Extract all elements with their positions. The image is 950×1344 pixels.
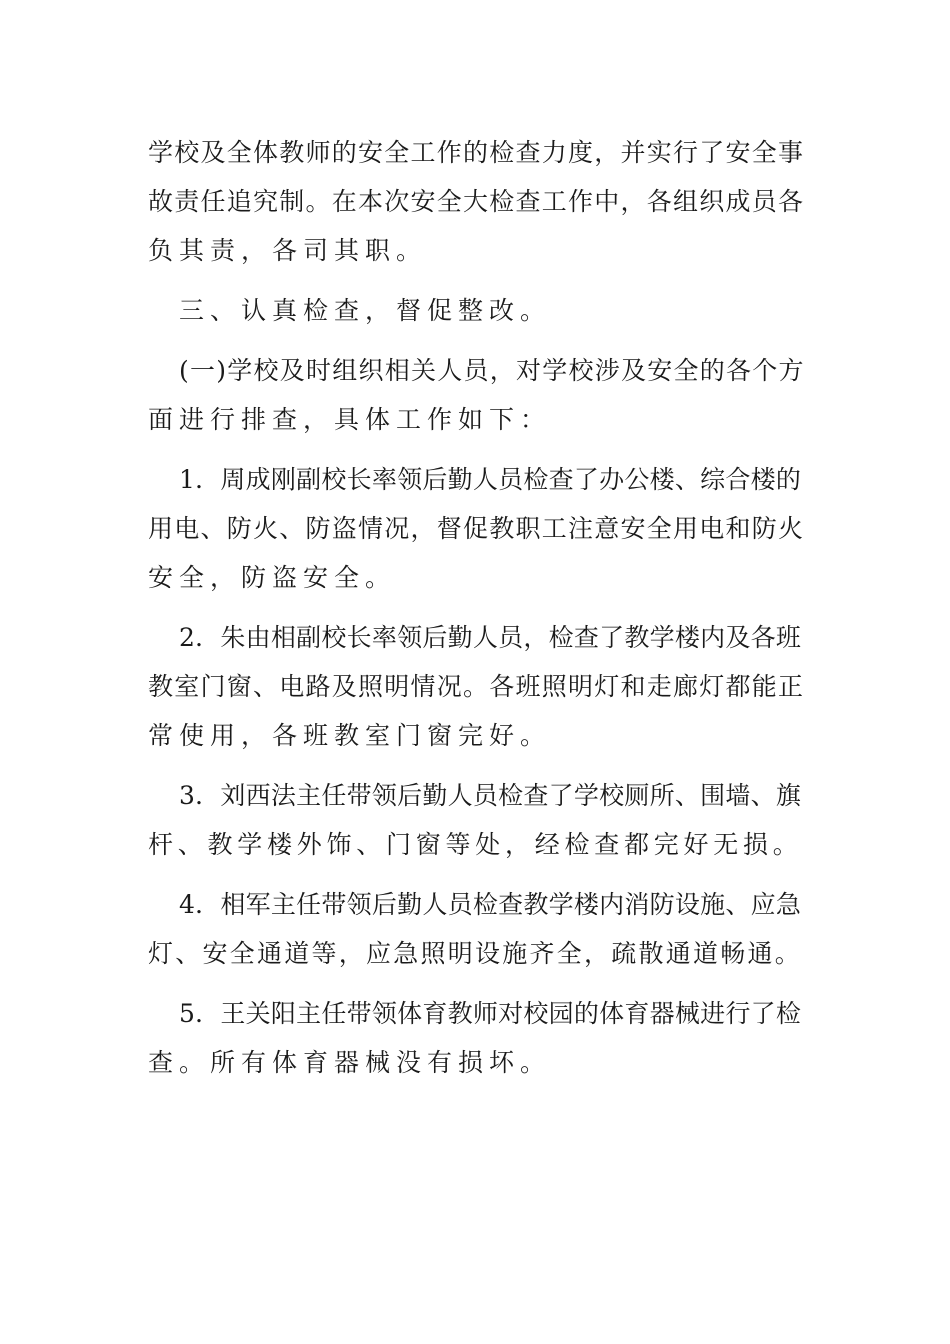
- item-3-line-2: 杆、教学楼外饰、门窗等处，经检查都完好无损。: [148, 830, 803, 859]
- paragraph-3-line-1: (一)学校及时组织相关人员，对学校涉及安全的各个方: [179, 356, 805, 385]
- paragraph-1-line-1: 学校及全体教师的安全工作的检查力度，并实行了安全事: [148, 138, 805, 167]
- item-4-line-1: 4．相军主任带领后勤人员检查教学楼内消防设施、应急: [179, 890, 802, 919]
- item-4-line-2: 灯、安全通道等，应急照明设施齐全，疏散通道畅通。: [148, 939, 803, 968]
- item-1-line-3: 安全，防盗安全。: [148, 563, 397, 592]
- paragraph-3-line-2: 面进行排查，具体工作如下：: [148, 405, 552, 434]
- item-1-line-2: 用电、防火、防盗情况，督促教职工注意安全用电和防火: [148, 514, 805, 543]
- item-5-line-1: 5．王关阳主任带领体育教师对校园的体育器械进行了检: [179, 999, 802, 1028]
- item-2-line-1: 2．朱由相副校长率领后勤人员，检查了教学楼内及各班: [179, 623, 802, 652]
- item-2-line-2: 教室门窗、电路及照明情况。各班照明灯和走廊灯都能正: [148, 672, 805, 701]
- paragraph-1-line-2: 故责任追究制。在本次安全大检查工作中，各组织成员各: [148, 187, 805, 216]
- item-3-line-1: 3．刘西法主任带领后勤人员检查了学校厕所、围墙、旗: [179, 781, 802, 810]
- item-5-line-2: 查。所有体育器械没有损坏。: [148, 1048, 552, 1077]
- section-heading: 三、认真检查，督促整改。: [179, 296, 552, 325]
- item-1-line-1: 1．周成刚副校长率领后勤人员检查了办公楼、综合楼的: [179, 465, 802, 494]
- item-2-line-3: 常使用，各班教室门窗完好。: [148, 721, 552, 750]
- paragraph-1-line-3: 负其责，各司其职。: [148, 236, 428, 265]
